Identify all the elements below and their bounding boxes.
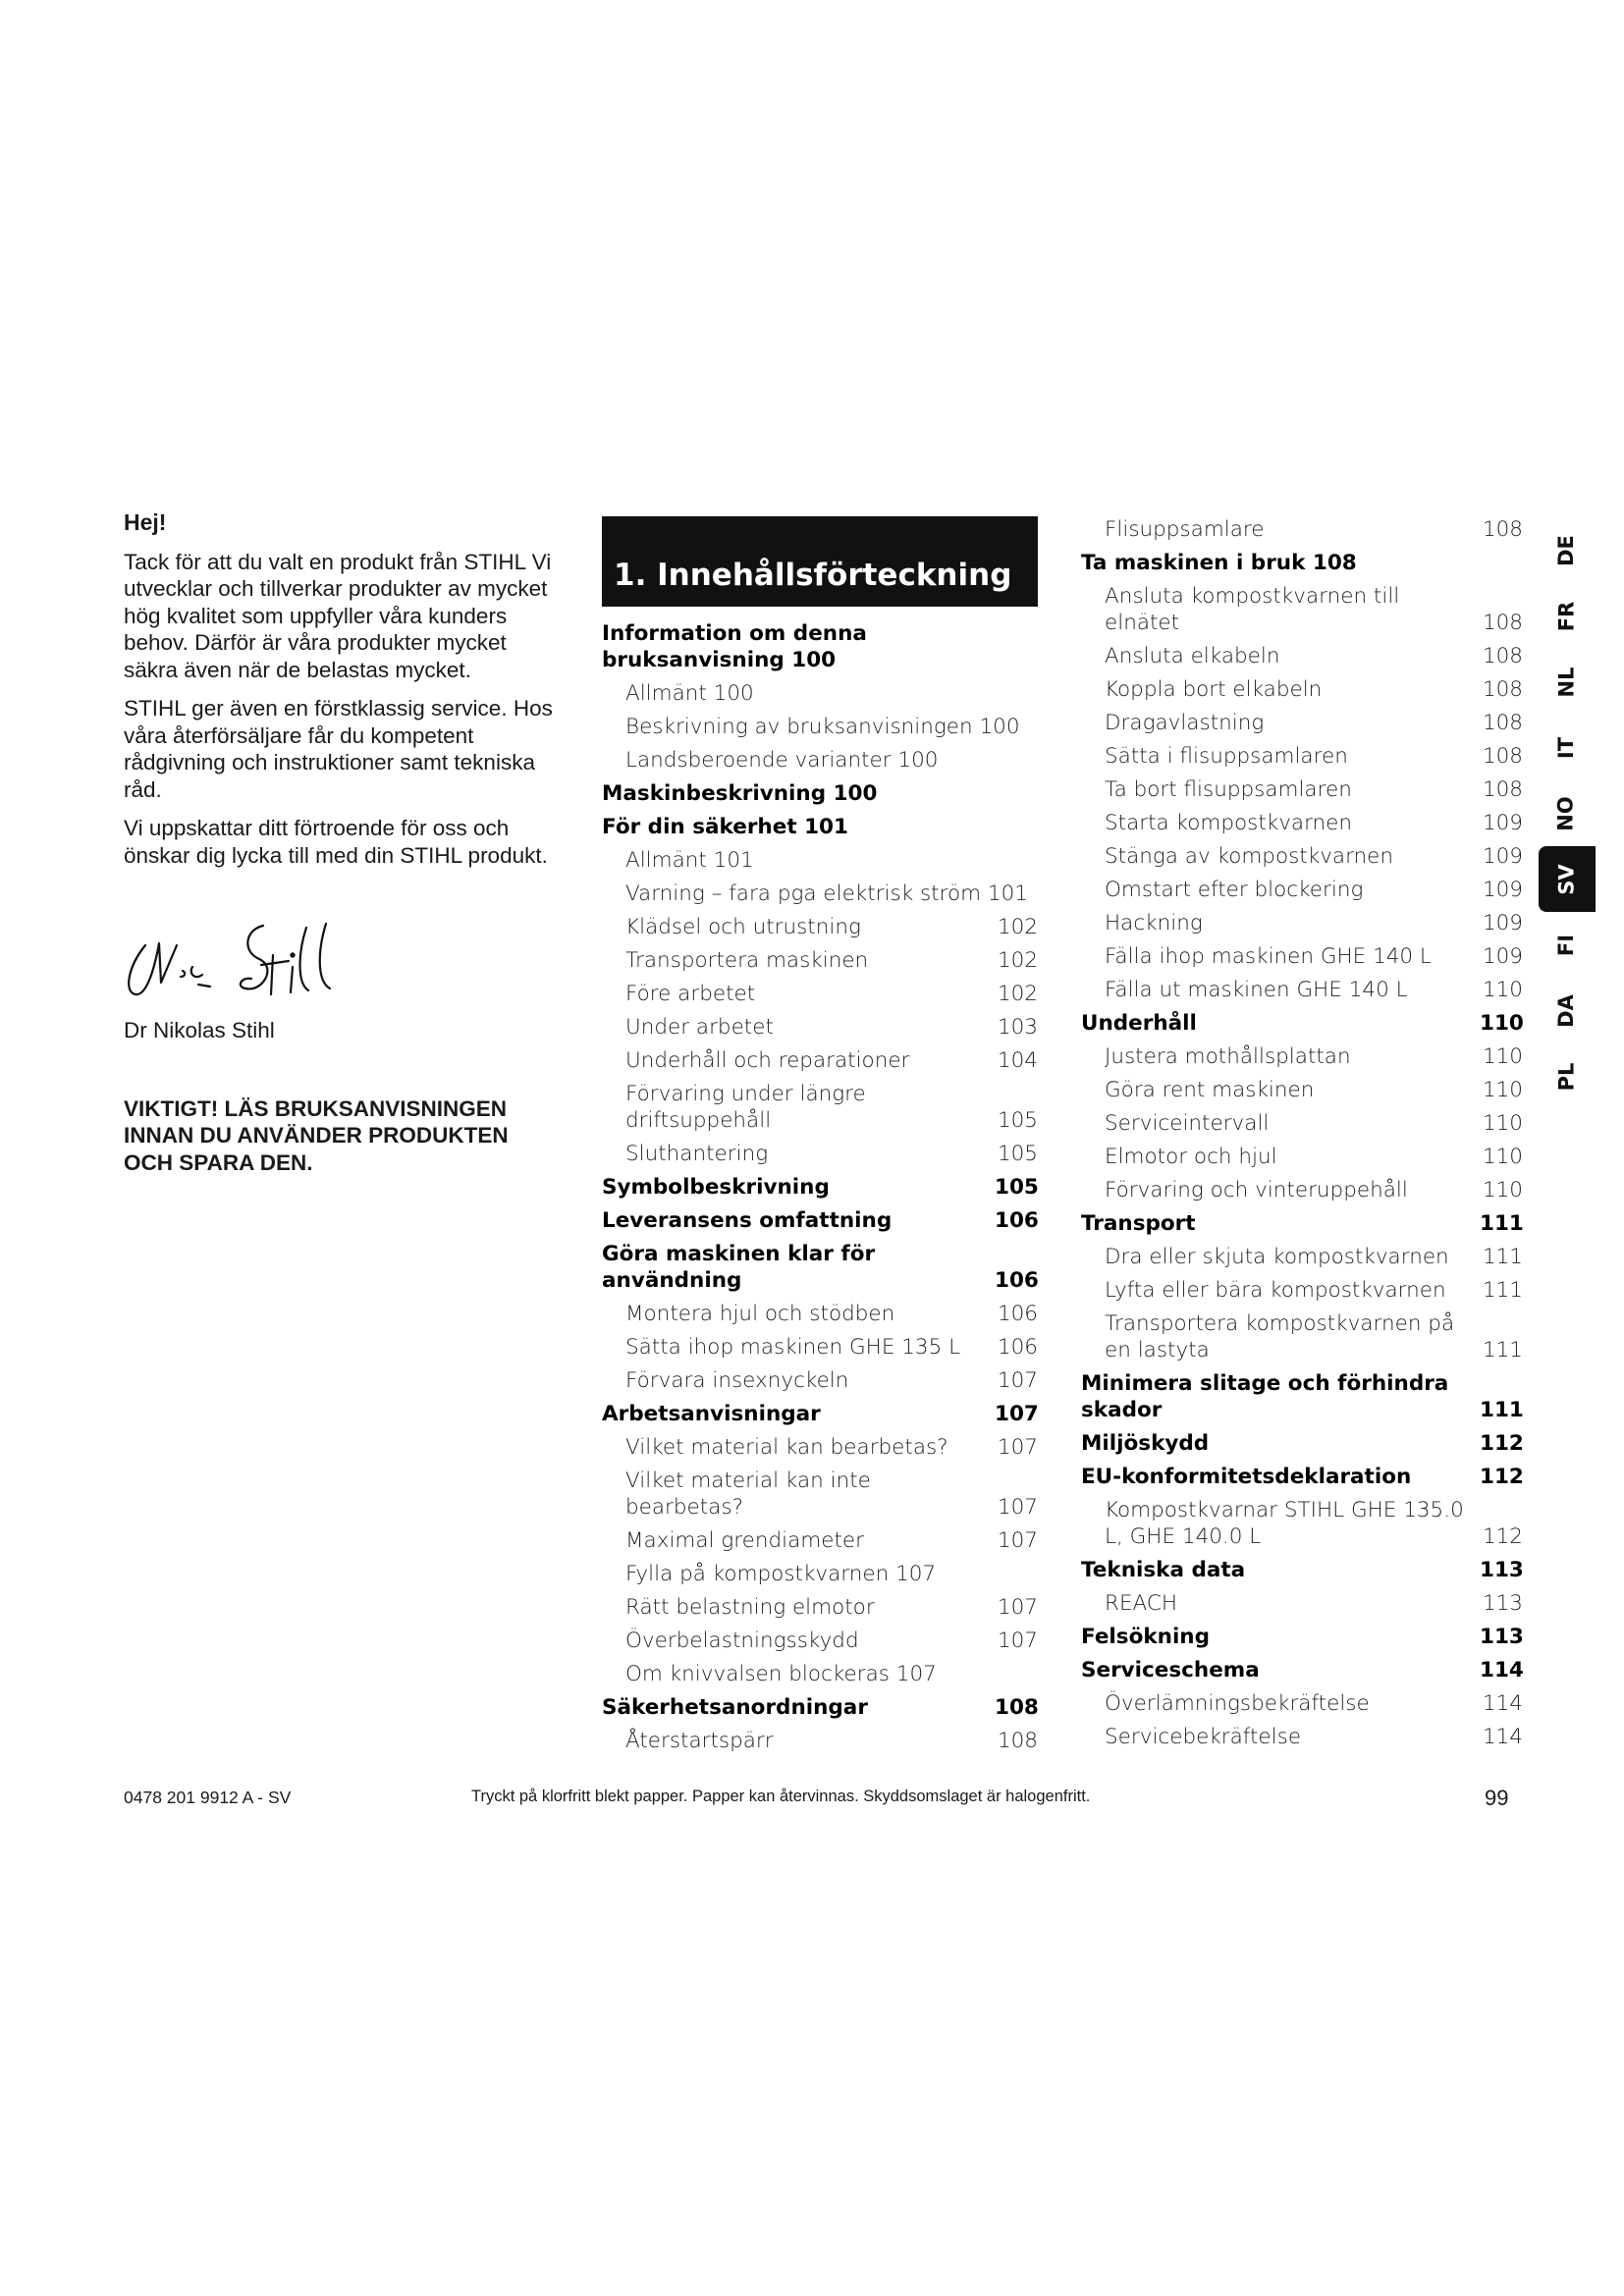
toc-entry-title: Återstartspärr: [625, 1729, 774, 1753]
toc-entry-title: Förvaring och vinteruppehåll: [1105, 1178, 1408, 1202]
language-tab-label: DA: [1554, 993, 1578, 1028]
toc-entry[interactable]: [602, 1301, 1038, 1327]
toc-entry[interactable]: [602, 747, 1038, 774]
toc-entry[interactable]: [602, 1141, 1038, 1167]
toc-entry-page: 108: [1482, 517, 1523, 542]
toc-entry-page: 107: [995, 1402, 1039, 1426]
toc-entry-page: 105: [995, 1175, 1039, 1200]
toc-entry-title: Vilket material kan bearbetas?: [625, 1435, 948, 1460]
toc-entry-page: 109: [1482, 944, 1523, 969]
toc-entry-title: Starta kompostkvarnen: [1105, 811, 1353, 835]
toc-entry-title: Under arbetet: [625, 1015, 774, 1040]
toc-entry[interactable]: [1081, 1497, 1523, 1550]
toc-entry[interactable]: [602, 914, 1038, 940]
toc-entry[interactable]: [1081, 1690, 1523, 1717]
toc-entry-page: 113: [1480, 1558, 1524, 1582]
toc-entry[interactable]: [1081, 843, 1523, 870]
toc-entry-page: 108: [1482, 744, 1523, 769]
toc-entry-title: Varning – fara pga elektrisk ström 101: [625, 881, 1028, 906]
toc-entry-page: 102: [997, 948, 1038, 973]
toc-entry[interactable]: [1081, 1277, 1523, 1304]
warning-text: VIKTIGT! LÄS BRUKSANVISNINGEN INNAN DU ANVÄNDER PRODUKTEN OCH SPARA DEN.: [124, 1095, 509, 1175]
toc-entry[interactable]: [602, 714, 1038, 740]
intro-paragraph: Vi uppskattar ditt förtroende för oss och önskar dig lycka till med din STIHL produkt.: [124, 816, 548, 868]
language-tab-label: DE: [1554, 534, 1578, 566]
toc-entry-page: 107: [997, 1435, 1038, 1460]
toc-entry[interactable]: [602, 1694, 1038, 1721]
toc-column-2: [602, 620, 1038, 1761]
toc-entry-title: Hackning: [1105, 911, 1203, 935]
intro-paragraph: Tack för att du valt en produkt från STIHL Vi utvecklar och tillverkar produkter av mycket hög kvalitet som uppfyller våra kunders behov. Därför är våra produkter mycket säkra även när de belastas mycket.: [124, 549, 552, 682]
language-tab-fi[interactable]: [1537, 912, 1596, 978]
toc-entry-page: 106: [995, 1268, 1039, 1293]
toc-entry[interactable]: [1081, 1724, 1523, 1750]
toc-entry-title: Underhåll: [1081, 1011, 1197, 1036]
toc-entry-page: 109: [1482, 844, 1523, 869]
language-tab-label: IT: [1553, 736, 1578, 759]
toc-entry[interactable]: [1081, 1010, 1523, 1037]
toc-entry[interactable]: [1081, 676, 1523, 703]
toc-entry-title: Förvara insexnyckeln: [625, 1368, 849, 1393]
toc-entry-title: Fylla på kompostkvarnen 107: [625, 1562, 937, 1586]
toc-entry[interactable]: [1081, 977, 1523, 1003]
toc-entry-title: Justera mothållsplattan: [1105, 1044, 1351, 1069]
toc-entry-page: 104: [997, 1048, 1038, 1073]
toc-entry-title: Flisuppsamlare: [1105, 517, 1265, 542]
toc-entry-page: 111: [1482, 1245, 1523, 1269]
toc-entry-title: Transport: [1081, 1211, 1196, 1236]
toc-entry[interactable]: [602, 1081, 1038, 1134]
toc-entry-page: 102: [997, 915, 1038, 939]
toc-entry-title: Stänga av kompostkvarnen: [1105, 844, 1394, 869]
toc-entry[interactable]: [1081, 877, 1523, 903]
toc-entry-title: Minimera slitage och förhindra skador: [1081, 1371, 1449, 1422]
toc-entry-page: 107: [997, 1368, 1038, 1393]
toc-entry-page: 110: [1482, 1145, 1523, 1169]
toc-entry[interactable]: [1081, 776, 1523, 803]
toc-entry-title: Maximal grendiameter: [625, 1528, 864, 1553]
toc-entry-title: Underhåll och reparationer: [625, 1048, 910, 1073]
toc-entry-title: Sluthantering: [625, 1142, 769, 1166]
toc-entry[interactable]: [1081, 583, 1523, 636]
toc-entry[interactable]: [602, 1434, 1038, 1461]
toc-entry-title: Överlämningsbekräftelse: [1105, 1691, 1370, 1716]
toc-entry-page: 108: [997, 1729, 1038, 1753]
language-tabs: [1537, 517, 1596, 1109]
greeting: Hej!: [124, 509, 167, 535]
toc-entry-page: 113: [1482, 1591, 1523, 1616]
toc-entry-title: Maskinbeskrivning 100: [602, 781, 878, 806]
toc-entry[interactable]: [602, 1014, 1038, 1041]
toc-entry-page: 106: [997, 1302, 1038, 1326]
toc-entry-title: Serviceintervall: [1105, 1111, 1270, 1136]
toc-entry-title: Sätta i flisuppsamlaren: [1105, 744, 1348, 769]
intro-paragraph: STIHL ger även en förstklassig service. Hos våra återförsäljare får du kompetent rådgivning och instruktioner samt tekniska råd.: [124, 696, 553, 802]
toc-entry-page: 105: [997, 1142, 1038, 1166]
toc-entry[interactable]: [602, 1628, 1038, 1654]
toc-entry[interactable]: [1081, 1590, 1523, 1617]
toc-entry[interactable]: [1081, 1657, 1523, 1683]
toc-entry-page: 108: [1482, 711, 1523, 735]
toc-entry-page: 105: [997, 1108, 1038, 1133]
toc-entry-title: Leveransens omfattning: [602, 1208, 893, 1233]
toc-entry-title: Göra rent maskinen: [1105, 1078, 1315, 1102]
toc-entry-page: 107: [997, 1528, 1038, 1553]
language-tab-label: FI: [1553, 934, 1578, 956]
toc-entry-page: 108: [1482, 611, 1523, 635]
toc-entry-title: Arbetsanvisningar: [602, 1402, 821, 1426]
toc-entry-page: 110: [1482, 1044, 1523, 1069]
toc-entry-title: Sätta ihop maskinen GHE 135 L: [625, 1335, 961, 1360]
toc-entry-page: 109: [1482, 811, 1523, 835]
toc-entry-title: Före arbetet: [625, 982, 756, 1006]
language-tab-label: NO: [1554, 795, 1578, 831]
toc-entry[interactable]: [1081, 743, 1523, 770]
paper-note: Tryckt på klorfritt blekt papper. Papper kan återvinnas. Skyddsomslaget är halogenfritt.: [471, 1788, 1091, 1805]
toc-entry[interactable]: [602, 981, 1038, 1007]
page-footer: [0, 1788, 1624, 1817]
toc-entry-page: 109: [1482, 878, 1523, 902]
toc-entry-title: Servicebekräftelse: [1105, 1725, 1302, 1749]
toc-entry[interactable]: [1081, 910, 1523, 936]
toc-entry[interactable]: [1081, 1110, 1523, 1137]
toc-entry-page: 103: [997, 1015, 1038, 1040]
toc-entry-page: 107: [997, 1495, 1038, 1520]
toc-entry-page: 111: [1482, 1338, 1523, 1362]
page-number: 99: [1485, 1786, 1509, 1810]
toc-entry-title: Fälla ut maskinen GHE 140 L: [1105, 978, 1408, 1002]
toc-entry-title: Förvaring under längre driftsuppehåll: [625, 1082, 866, 1133]
toc-entry-title: Dragavlastning: [1105, 711, 1265, 735]
toc-entry-page: 112: [1480, 1465, 1524, 1489]
toc-entry-page: 114: [1482, 1691, 1523, 1716]
toc-entry[interactable]: [602, 620, 1038, 673]
toc-entry-page: 111: [1482, 1278, 1523, 1303]
language-tab-pl[interactable]: [1537, 1043, 1596, 1109]
toc-entry[interactable]: [1081, 1144, 1523, 1170]
toc-entry-page: 110: [1482, 1078, 1523, 1102]
toc-entry-page: 107: [997, 1595, 1038, 1620]
toc-entry-page: 106: [997, 1335, 1038, 1360]
toc-entry-title: Allmänt 100: [625, 681, 754, 706]
toc-entry-title: Allmänt 101: [625, 848, 754, 873]
toc-entry-page: 114: [1482, 1725, 1523, 1749]
toc-entry-title: Felsökning: [1081, 1625, 1211, 1649]
toc-entry-title: Elmotor och hjul: [1105, 1145, 1277, 1169]
toc-entry-title: Montera hjul och stödben: [625, 1302, 895, 1326]
toc-entry-page: 110: [1480, 1011, 1524, 1036]
toc-entry-title: Omstart efter blockering: [1105, 878, 1364, 902]
toc-entry-page: 114: [1480, 1658, 1524, 1682]
toc-entry[interactable]: [602, 1561, 1038, 1587]
toc-entry-page: 102: [997, 982, 1038, 1006]
toc-entry-title: Säkerhetsanordningar: [602, 1695, 868, 1720]
toc-entry[interactable]: [1081, 1430, 1523, 1457]
language-tab-label: NL: [1554, 667, 1578, 697]
toc-entry[interactable]: [602, 1468, 1038, 1521]
toc-entry-title: Ansluta elkabeln: [1105, 644, 1280, 668]
language-tab-fr[interactable]: [1537, 583, 1596, 649]
toc-entry[interactable]: [1081, 810, 1523, 836]
toc-entry[interactable]: [602, 1401, 1038, 1427]
document-number: 0478 201 9912 A - SV: [124, 1788, 292, 1807]
toc-entry[interactable]: [1081, 1077, 1523, 1103]
signature-icon: [116, 916, 361, 1009]
toc-entry-title: Om knivvalsen blockeras 107: [625, 1662, 937, 1686]
toc-entry-title: Vilket material kan inte bearbetas?: [625, 1468, 871, 1520]
toc-entry-page: 111: [1480, 1398, 1524, 1422]
intro-column: [124, 509, 556, 1188]
toc-entry-title: Miljöskydd: [1081, 1431, 1210, 1456]
toc-entry-page: 110: [1482, 1111, 1523, 1136]
toc-entry-page: 112: [1482, 1524, 1523, 1549]
toc-entry-title: Klädsel och utrustning: [625, 915, 861, 939]
toc-entry-title: Överbelastningsskydd: [625, 1629, 859, 1653]
toc-entry-title: För din säkerhet 101: [602, 815, 848, 839]
toc-entry-title: Dra eller skjuta kompostkvarnen: [1105, 1245, 1449, 1269]
toc-entry-page: 113: [1480, 1625, 1524, 1649]
toc-entry[interactable]: [602, 1661, 1038, 1687]
toc-entry-title: Fälla ihop maskinen GHE 140 L: [1105, 944, 1432, 969]
toc-column-3: [1081, 516, 1523, 1757]
toc-entry[interactable]: [602, 1047, 1038, 1074]
toc-entry-page: 110: [1482, 978, 1523, 1002]
toc-entry[interactable]: [602, 1174, 1038, 1201]
toc-entry-title: Lyfta eller bära kompostkvarnen: [1105, 1278, 1446, 1303]
toc-entry[interactable]: [1081, 1624, 1523, 1650]
toc-entry[interactable]: [602, 947, 1038, 974]
toc-entry[interactable]: [602, 1527, 1038, 1554]
toc-entry[interactable]: [602, 881, 1038, 907]
toc-entry[interactable]: [1081, 710, 1523, 736]
toc-entry-title: Information om denna bruksanvisning 100: [602, 621, 867, 672]
toc-entry[interactable]: [602, 1207, 1038, 1234]
toc-entry[interactable]: [602, 1594, 1038, 1621]
toc-entry-title: Landsberoende varianter 100: [625, 748, 939, 773]
toc-entry-page: 107: [997, 1629, 1038, 1653]
language-tab-it[interactable]: [1537, 715, 1596, 780]
toc-entry[interactable]: [602, 680, 1038, 707]
signer-name: Dr Nikolas Stihl: [124, 1018, 275, 1042]
toc-entry[interactable]: [1081, 1244, 1523, 1270]
language-tab-da[interactable]: [1537, 978, 1596, 1043]
toc-entry-title: Tekniska data: [1081, 1558, 1246, 1582]
toc-entry-page: 108: [1482, 777, 1523, 802]
toc-entry-page: 108: [1482, 644, 1523, 668]
toc-entry[interactable]: [1081, 943, 1523, 970]
toc-entry[interactable]: [602, 1367, 1038, 1394]
toc-title: 1. Innehållsförteckning: [602, 516, 1038, 607]
language-tab-label: SV: [1554, 863, 1579, 895]
toc-entry[interactable]: [1081, 1310, 1523, 1363]
toc-entry-page: 108: [995, 1695, 1039, 1720]
toc-entry-page: 109: [1482, 911, 1523, 935]
toc-entry-page: 110: [1482, 1178, 1523, 1202]
toc-entry[interactable]: [1081, 1557, 1523, 1583]
toc-entry-title: Koppla bort elkabeln: [1105, 677, 1323, 702]
toc-entry[interactable]: [602, 1728, 1038, 1754]
language-tab-nl[interactable]: [1537, 649, 1596, 715]
toc-entry[interactable]: [1081, 1177, 1523, 1203]
language-tab-label: PL: [1554, 1062, 1578, 1091]
toc-entry[interactable]: [1081, 516, 1523, 543]
toc-entry-page: 106: [995, 1208, 1039, 1233]
language-tab-no[interactable]: [1537, 780, 1596, 846]
toc-entry-title: Transportera maskinen: [625, 948, 869, 973]
toc-entry[interactable]: [602, 1241, 1038, 1294]
toc-entry-page: 108: [1482, 677, 1523, 702]
toc-entry-title: REACH: [1105, 1591, 1178, 1616]
toc-entry[interactable]: [602, 1334, 1038, 1361]
toc-entry[interactable]: [602, 780, 1038, 807]
toc-entry-title: Göra maskinen klar för användning: [602, 1242, 876, 1293]
toc-entry-title: Serviceschema: [1081, 1658, 1260, 1682]
toc-entry-page: 111: [1480, 1211, 1524, 1236]
language-tab-sv[interactable]: [1539, 846, 1596, 912]
toc-entry-title: Ta bort flisuppsamlaren: [1105, 777, 1352, 802]
toc-entry-page: 112: [1480, 1431, 1524, 1456]
toc-entry[interactable]: [1081, 550, 1523, 576]
toc-entry-title: Transportera kompostkvarnen på en lastyta: [1105, 1311, 1455, 1362]
language-tab-label: FR: [1553, 601, 1578, 631]
toc-entry[interactable]: [602, 814, 1038, 840]
toc-entry-title: Kompostkvarnar STIHL GHE 135.0 L, GHE 140.0 L: [1105, 1498, 1464, 1549]
toc-entry-title: Ansluta kompostkvarnen till elnätet: [1105, 584, 1400, 635]
toc-entry-title: Rätt belastning elmotor: [625, 1595, 875, 1620]
toc-entry[interactable]: [1081, 1210, 1523, 1237]
toc-entry-title: Symbolbeskrivning: [602, 1175, 830, 1200]
toc-entry[interactable]: [1081, 1370, 1523, 1423]
toc-entry[interactable]: [602, 847, 1038, 874]
toc-entry[interactable]: [1081, 1464, 1523, 1490]
toc-entry-title: Ta maskinen i bruk 108: [1081, 551, 1357, 575]
toc-entry[interactable]: [1081, 1043, 1523, 1070]
language-tab-de[interactable]: [1537, 517, 1596, 583]
toc-entry-title: Beskrivning av bruksanvisningen 100: [625, 715, 1020, 739]
toc-entry[interactable]: [1081, 643, 1523, 669]
toc-entry-title: EU-konformitetsdeklaration: [1081, 1465, 1412, 1489]
